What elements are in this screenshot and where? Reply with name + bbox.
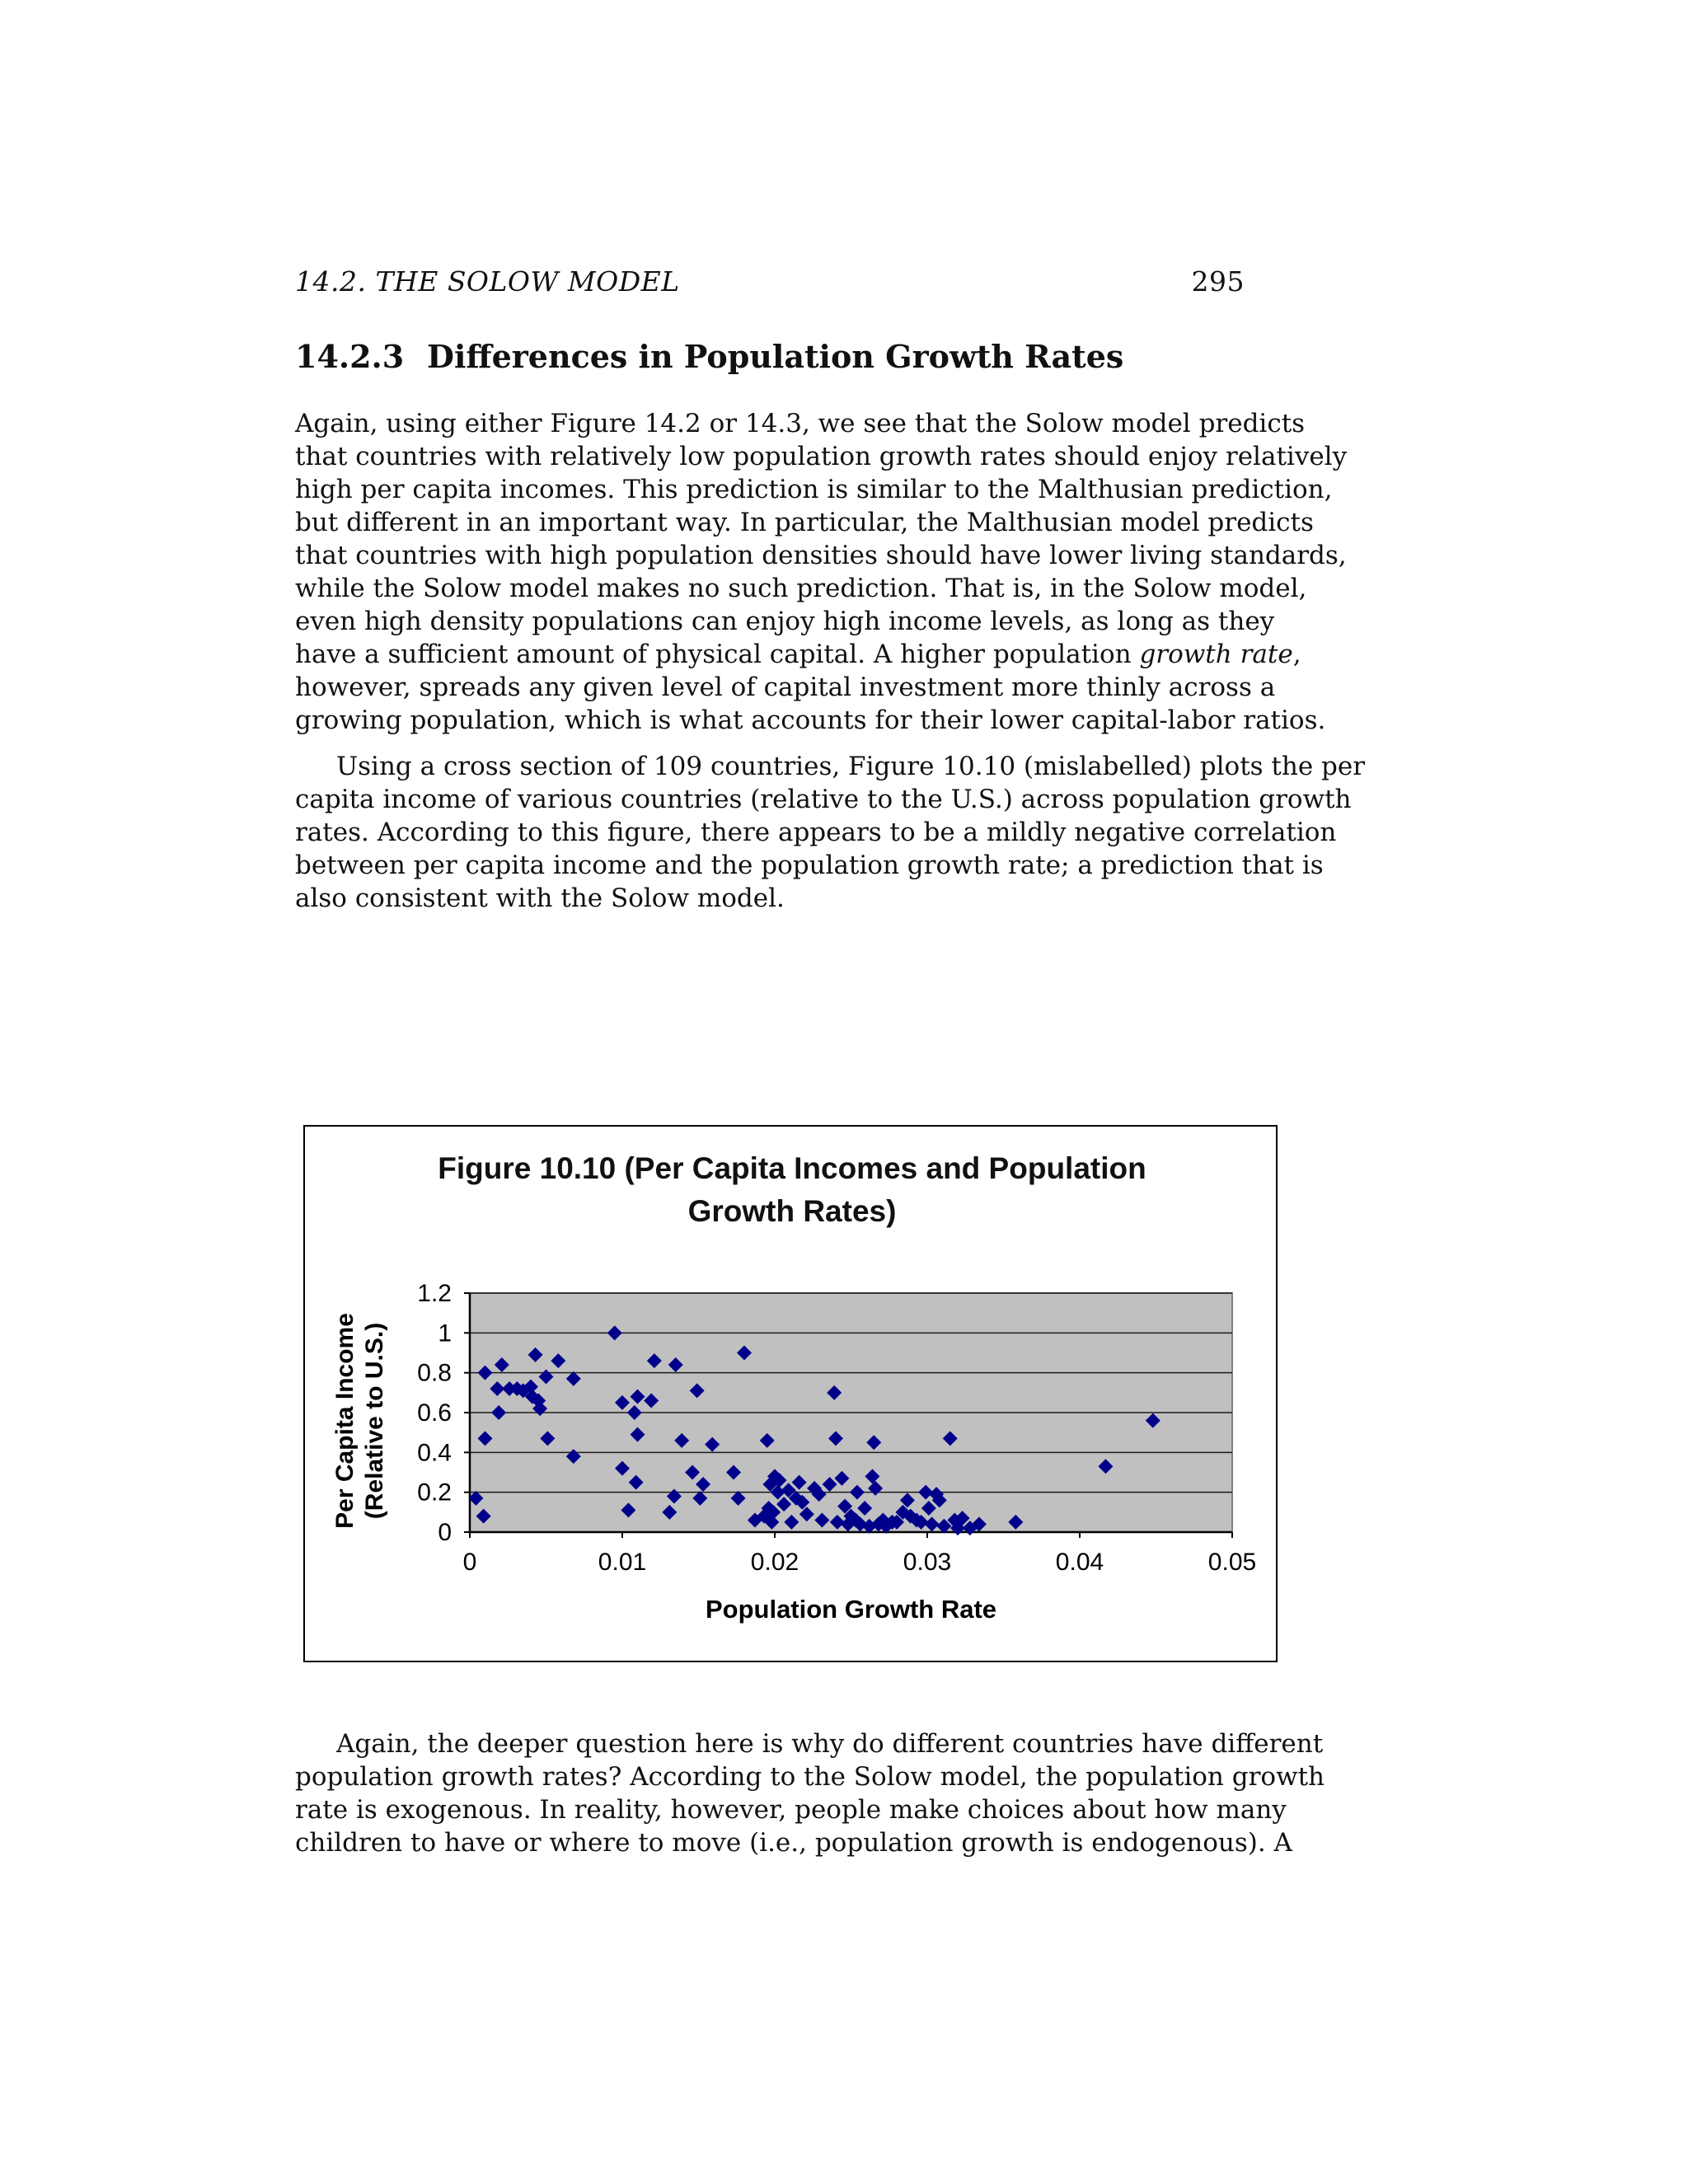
scatter-chart xyxy=(305,1127,1279,1664)
text-line: that countries with high population densities should have lower living standards, xyxy=(295,541,1347,570)
text-line: Using a cross section of 109 countries, Figure 10.10 (mislabelled) plots the per xyxy=(336,752,1366,781)
text-line: but different in an important way. In particular, the Malthusian model predicts xyxy=(295,508,1314,537)
text-line: even high density populations can enjoy high income levels, as long as they xyxy=(295,607,1275,636)
section-title: Differences in Population Growth Rates xyxy=(427,338,1124,375)
y-tick-label: 0.6 xyxy=(417,1399,452,1427)
y-axis-label xyxy=(331,1313,388,1529)
x-tick-label: 0.04 xyxy=(1055,1549,1104,1576)
text-segment: have a sufficient amount of physical capital. A higher population xyxy=(295,640,1140,669)
y-tick-label: 1 xyxy=(438,1319,452,1347)
text-line: Again, using either Figure 14.2 or 14.3, we see that the Solow model predicts xyxy=(295,409,1306,438)
text-line: however, spreads any given level of capital investment more thinly across a xyxy=(295,673,1276,702)
running-title: 14.2. THE SOLOW MODEL xyxy=(295,265,680,298)
text-segment: , xyxy=(1292,640,1301,669)
section-heading xyxy=(295,338,1245,375)
text-line: high per capita incomes. This prediction is similar to the Malthusian prediction, xyxy=(295,475,1333,504)
text-line: growing population, which is what accounts for their lower capital-labor ratios. xyxy=(295,705,1326,735)
x-tick-label: 0.03 xyxy=(903,1549,952,1576)
y-tick-label: 0 xyxy=(438,1519,452,1546)
x-tick-label: 0.01 xyxy=(598,1549,647,1576)
paragraph-2 xyxy=(295,750,1366,915)
text-line xyxy=(295,638,1301,671)
emphasis-text: growth rate xyxy=(1139,640,1293,669)
y-tick-label: 0.4 xyxy=(417,1439,452,1467)
y-axis-label-line2: (Relative to U.S.) xyxy=(361,1322,388,1520)
text-line: children to have or where to move (i.e., population growth is endogenous). A xyxy=(295,1828,1292,1858)
paragraph-1 xyxy=(295,407,1348,737)
figure-frame xyxy=(303,1125,1278,1662)
x-tick-label: 0.05 xyxy=(1207,1549,1257,1576)
x-axis-label: Population Growth Rate xyxy=(705,1595,997,1624)
y-tick-label: 0.2 xyxy=(417,1479,452,1507)
x-tick-label: 0.02 xyxy=(750,1549,799,1576)
y-axis-label-line1: Per Capita Income xyxy=(331,1313,359,1529)
text-line: rates. According to this figure, there appears to be a mildly negative correlation xyxy=(295,818,1337,847)
x-tick-label: 0 xyxy=(462,1549,477,1576)
text-line: also consistent with the Solow model. xyxy=(295,883,785,913)
paragraph-3 xyxy=(295,1727,1325,1859)
text-line: between per capita income and the population growth rate; a prediction that is xyxy=(295,851,1324,880)
page-number: 295 xyxy=(1191,265,1245,298)
text-line: population growth rates? According to the Solow model, the population growth xyxy=(295,1762,1325,1792)
y-tick-label: 0.8 xyxy=(417,1359,452,1387)
y-tick-label: 1.2 xyxy=(417,1280,452,1307)
text-line: that countries with relatively low population growth rates should enjoy relatively xyxy=(295,442,1348,471)
text-line: while the Solow model makes no such prediction. That is, in the Solow model, xyxy=(295,574,1307,603)
chart-title-line: Growth Rates) xyxy=(687,1194,897,1228)
text-line: rate is exogenous. In reality, however, people make choices about how many xyxy=(295,1795,1287,1825)
text-line: capita income of various countries (relative to the U.S.) across population growth xyxy=(295,785,1352,814)
text-line: Again, the deeper question here is why do different countries have different xyxy=(336,1729,1324,1759)
chart-title-line: Figure 10.10 (Per Capita Incomes and Population xyxy=(438,1151,1146,1185)
running-header xyxy=(295,265,1245,302)
section-number: 14.2.3 xyxy=(295,338,405,375)
